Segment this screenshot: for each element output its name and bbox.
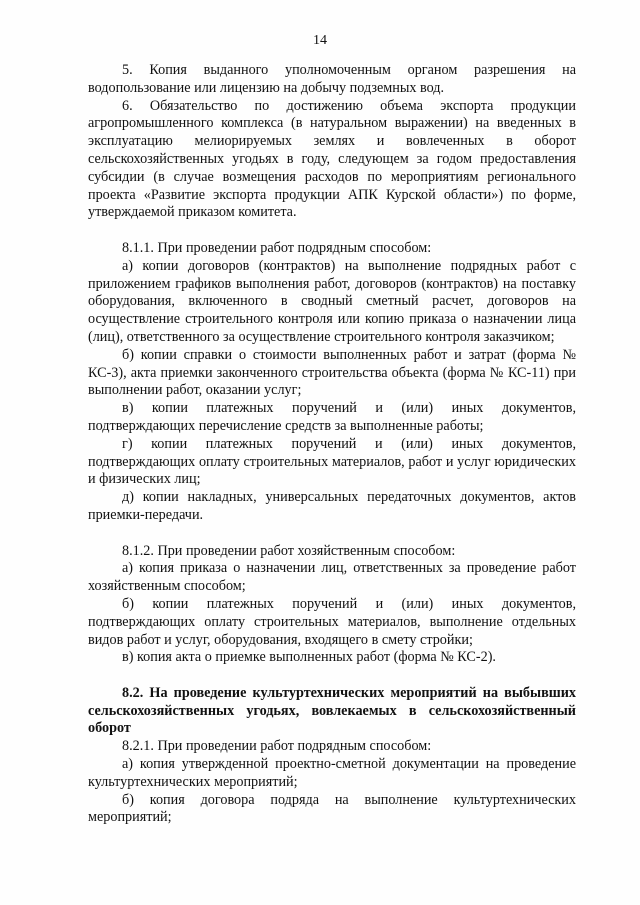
document-body [88,62,576,827]
subsection-8-1-2-title: 8.1.2. При проведении работ хозяйственным способом: [122,542,456,559]
list-item-d: д) копии накладных, универсальных передаточных документов, актов приемки-передачи. [88,489,576,523]
list-item-a: а) копия приказа о назначении лиц, ответственных за проведение работ хозяйственным способом; [88,560,576,595]
paragraph-item-5: 5. Копия выданного уполномоченным органом разрешения на водопользование или лицензию на добычу подземных вод. [88,62,576,96]
list-item-g: г) копии платежных поручений и (или) иных документов, подтверждающих оплату строительных материалов, работ и услуг юридических и физических лиц; [88,435,576,488]
subsection-8-2-1-title: 8.2.1. При проведении работ подрядным способом: [122,738,432,755]
list-item-b: б) копии платежных поручений и (или) иных документов, подтверждающих оплату строительных материалов, выполнение отдельных видов работ и услуг, оборудования, входящего в смету стройки; [88,595,576,648]
blank-line [88,667,576,685]
list-item-b: б) копия договора подряда на выполнение культуртехнических мероприятий; [88,791,576,826]
list-item-v: в) копии платежных поручений и (или) иных документов, подтверждающих перечисление средств за выполненные работы; [88,400,576,434]
section-8-2-heading: 8.2. На проведение культуртехнических мероприятий на выбывших сельскохозяйственных угодьях, вовлекаемых в сельскохозяйственный оборот [88,684,576,737]
blank-line [88,222,576,240]
list-item-a: а) копии договоров (контрактов) на выполнение подрядных работ с приложением графиков выполнения работ, договоров (контрактов) на поставку оборудования, включенного в сводный сметный расчет, договоров на осуществление строительного контроля или копию приказа о назначении лица (лиц), ответственного за осуществление строительного контроля заказчиком; [88,257,576,345]
list-item-a: а) копия утвержденной проектно-сметной документации на проведение культуртехнических мероприятий; [88,756,576,790]
paragraph-item-6: 6. Обязательство по достижению объема экспорта продукции агропромышленного комплекса (в натуральном выражении) на введенных в эксплуатацию мелиорируемых землях и вовлеченных в оборот сельскохозяйственных угодьях в году, следующем за годом предоставления субсидии (в случае возмещения расходов по мероприятиям регионального проекта «Развитие экспорта продукции АПК Курской области») по форме, утверждаемой приказом комитета. [88,97,576,221]
list-item-v: в) копия акта о приемке выполненных работ (форма № КС-2). [122,649,496,666]
subsection-8-1-1-title: 8.1.1. При проведении работ подрядным способом: [122,239,432,256]
blank-line [88,525,576,543]
page-number: 14 [313,33,327,48]
list-item-b: б) копии справки о стоимости выполненных работ и затрат (форма № КС-3), акта приемки законченного строительства объекта (форма № КС-11) при выполнении работ, оказании услуг; [88,346,576,399]
